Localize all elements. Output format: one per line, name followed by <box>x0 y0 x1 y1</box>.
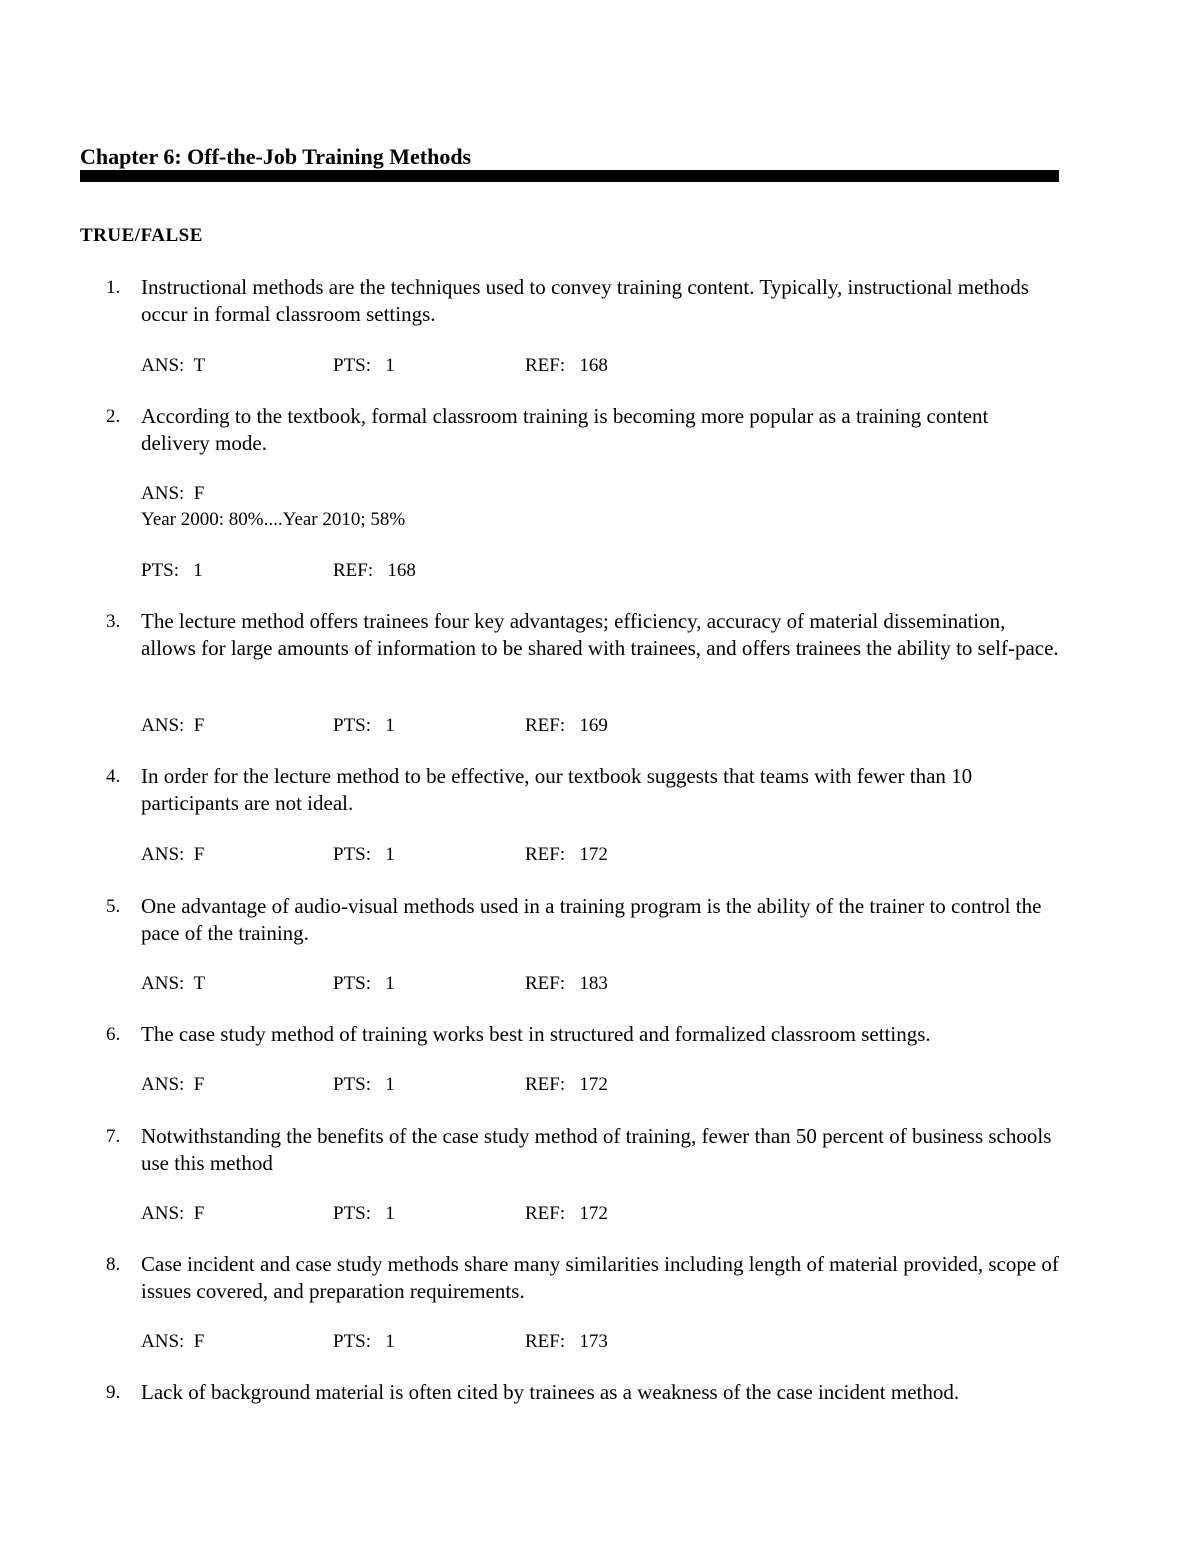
answer-note: Year 2000: 80%....Year 2010; 58% <box>141 509 406 530</box>
reference-field: REF: 183 <box>525 973 608 994</box>
question-text: In order for the lecture method to be effective, our textbook suggests that teams with fewer than 10 participants are not ideal. <box>141 764 973 815</box>
reference-field: REF: 173 <box>525 1331 608 1352</box>
question-number: 8. <box>106 1254 121 1275</box>
question-number: 3. <box>106 611 121 632</box>
question-number: 1. <box>106 277 121 298</box>
answer-field: ANS: F <box>141 1331 205 1352</box>
question-number: 7. <box>106 1126 121 1147</box>
question-text: One advantage of audio-visual methods used in a training program is the ability of the trainer to control the pace of the training. <box>141 894 1042 945</box>
points-field: PTS: 1 <box>333 715 395 736</box>
question-text: According to the textbook, formal classroom training is becoming more popular as a training content delivery mode. <box>141 404 989 455</box>
reference-field: REF: 168 <box>525 355 608 376</box>
reference-field: REF: 172 <box>525 1203 608 1224</box>
question-text: Notwithstanding the benefits of the case study method of training, fewer than 50 percent of business schools use this method <box>141 1124 1052 1175</box>
reference-field: REF: 172 <box>525 844 608 865</box>
answer-field: ANS: F <box>141 844 205 865</box>
question-text: Lack of background material is often cited by trainees as a weakness of the case incident method. <box>141 1380 960 1404</box>
reference-field: REF: 168 <box>333 560 416 581</box>
question-number: 9. <box>106 1382 121 1403</box>
question-number: 5. <box>106 896 121 917</box>
question-number: 2. <box>106 406 121 427</box>
answer-field: ANS: F <box>141 483 205 504</box>
answer-field: ANS: T <box>141 973 206 994</box>
points-field: PTS: 1 <box>333 844 395 865</box>
question-number: 4. <box>106 766 121 787</box>
points-field: PTS: 1 <box>333 1331 395 1352</box>
points-field: PTS: 1 <box>141 560 203 581</box>
answer-field: ANS: F <box>141 1203 205 1224</box>
reference-field: REF: 172 <box>525 1074 608 1095</box>
answer-field: ANS: T <box>141 355 206 376</box>
points-field: PTS: 1 <box>333 973 395 994</box>
question-text: Instructional methods are the techniques used to convey training content. Typically, instructional methods occur in formal classroom settings. <box>141 275 1029 326</box>
section-heading: TRUE/FALSE <box>80 225 203 246</box>
points-field: PTS: 1 <box>333 355 395 376</box>
question-text: The lecture method offers trainees four key advantages; efficiency, accuracy of material dissemination, allows for large amounts of information to be shared with trainees, and offers trainees the ability to self-pace. <box>141 609 1059 660</box>
question-text: The case study method of training works best in structured and formalized classroom settings. <box>141 1022 931 1046</box>
title-rule <box>80 170 1059 182</box>
reference-field: REF: 169 <box>525 715 608 736</box>
points-field: PTS: 1 <box>333 1074 395 1095</box>
answer-field: ANS: F <box>141 715 205 736</box>
chapter-title: Chapter 6: Off-the-Job Training Methods <box>80 144 472 169</box>
question-text: Case incident and case study methods share many similarities including length of material provided, scope of issues covered, and preparation requirements. <box>141 1252 1059 1303</box>
answer-field: ANS: F <box>141 1074 205 1095</box>
points-field: PTS: 1 <box>333 1203 395 1224</box>
question-number: 6. <box>106 1024 121 1045</box>
